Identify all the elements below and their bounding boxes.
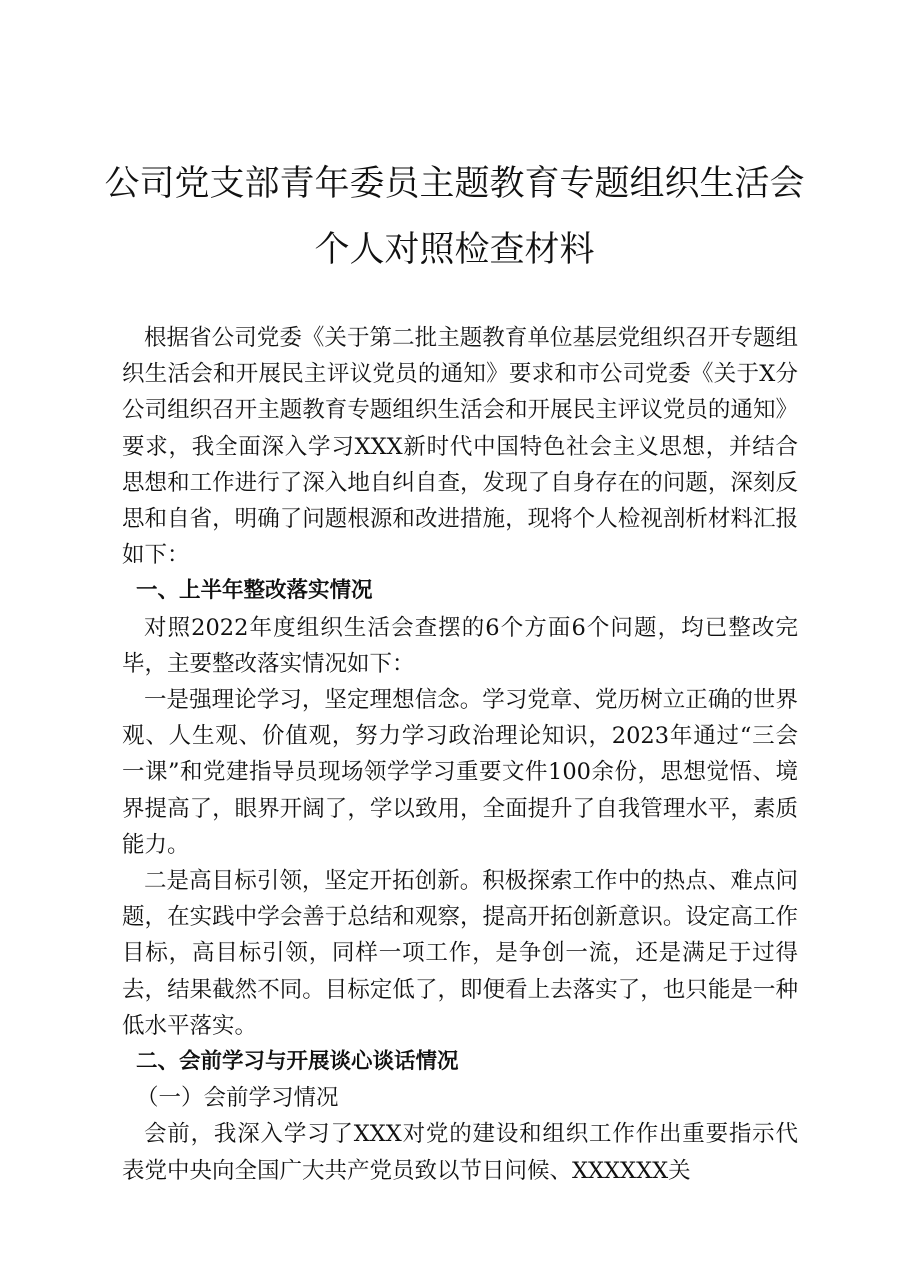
document-title-line-2: 个人对照检查材料 [314,230,595,270]
intro-paragraph: 根据省公司党委《关于第二批主题教育单位基层党组织召开专题组织生活会和开展民主评议党员的通知》要求和市公司党委《关于X分公司组织召开主题教育专题组织生活会和开展民主评议党员的通知》要求，我全面深入学习XXX新时代中国特色社会主义思想，并结合思想和工作进行了深入地自纠自查，发现了自身存在的问题，深刻反思和自省，明确了问题根源和改进措施，现将个人检视剖析材料汇报如下： [122,325,798,569]
section-1-paragraph-2: 一是强理论学习，坚定理想信念。学习党章、党历树立正确的世界观、人生观、价值观，努力学习政治理论知识，2023年通过“三会一课”和党建指导员现场领学学习重要文件100余份，思想觉悟、境界提高了，眼界开阔了，学以致用，全面提升了自我管理水平，素质能力。 [122,687,798,858]
section-2-paragraph-1: 会前，我深入学习了XXX对党的建设和组织工作作出重要指示代表党中央向全国广大共产党员致以节日问候、XXXXXX关 [122,1121,798,1184]
document-title-line-1: 公司党支部青年委员主题教育专题组织生活会 [104,164,805,204]
section-1-paragraph-3: 二是高目标引领，坚定开拓创新。积极探索工作中的热点、难点问题，在实践中学会善于总结和观察，提高开拓创新意识。设定高工作目标，高目标引领，同样一项工作，是争创一流，还是满足于过得去，结果截然不同。目标定低了，即便看上去落实了，也只能是一种低水平落实。 [122,868,798,1039]
section-1-paragraph-1: 对照2022年度组织生活会查摆的6个方面6个问题，均已整改完毕，主要整改落实情况如下： [122,614,798,677]
section-2-subheading: （一）会前学习情况 [136,1085,339,1112]
document-body [122,320,798,1189]
section-1-heading: 一、上半年整改落实情况 [136,578,373,604]
section-2-heading: 二、会前学习与开展谈心谈话情况 [136,1049,459,1075]
